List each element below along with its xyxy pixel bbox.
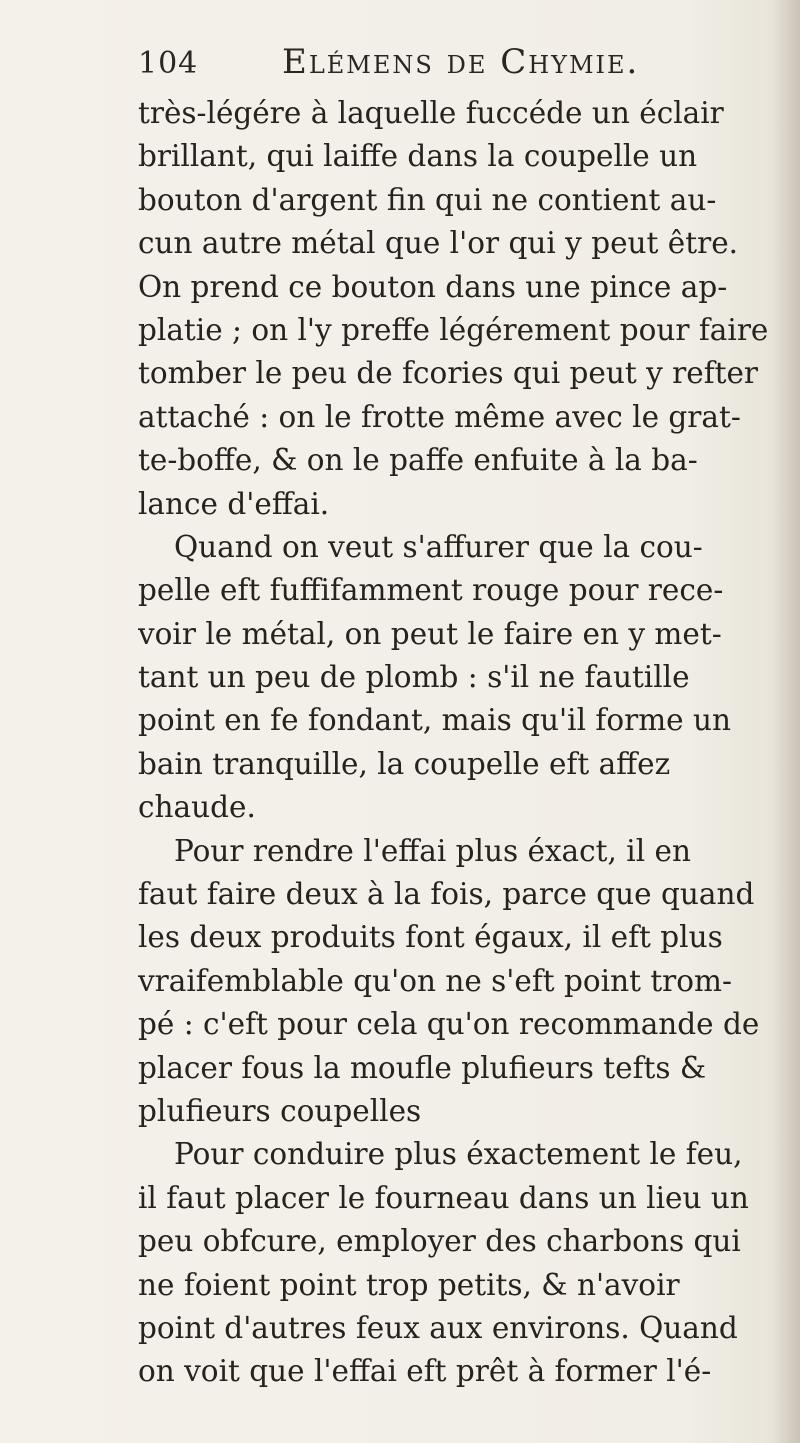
text-line: te-boffe, & on le paffe enfuite à la ba- <box>138 443 698 478</box>
text-line: voir le métal, on peut le faire en y met- <box>138 616 722 651</box>
text-line: attaché : on le frotte même avec le grat- <box>138 399 741 434</box>
text-line: tant un peu de plomb : s'il ne fautille <box>138 660 690 695</box>
text-line: pé : c'eft pour cela qu'on recommande de <box>138 1007 760 1042</box>
body-text <box>138 92 778 1394</box>
text-line: point d'autres feux aux environs. Quand <box>138 1310 738 1345</box>
page-header <box>130 40 770 96</box>
text-line: lance d'effai. <box>138 486 330 521</box>
text-line: tomber le peu de fcories qui peut y refter <box>138 356 759 391</box>
text-line: Pour rendre l'effai plus éxact, il en <box>174 833 691 868</box>
text-line: les deux produits font égaux, il eft plus <box>138 920 723 955</box>
text-line: ne foient point trop petits, & n'avoir <box>138 1267 680 1302</box>
text-line: plufieurs coupelles <box>138 1093 422 1128</box>
text-line: Quand on veut s'affurer que la cou- <box>174 529 703 564</box>
text-line: bain tranquille, la coupelle eft affez <box>138 746 671 781</box>
text-line: brillant, qui laiffe dans la coupelle un <box>138 139 698 174</box>
text-line: Pour conduire plus éxactement le feu, <box>174 1137 743 1172</box>
text-line: On prend ce bouton dans une pince ap- <box>138 269 728 304</box>
text-line: pelle eft fuffifamment rouge pour rece- <box>138 573 724 608</box>
text-line: peu obfcure, employer des charbons qui <box>138 1224 741 1259</box>
text-line: très-légére à laquelle fuccéde un éclair <box>138 96 724 130</box>
text-line: platie ; on l'y preffe légérement pour faire <box>138 312 769 347</box>
text-line: placer fous la moufle plufieurs tefts & <box>138 1050 707 1085</box>
text-line: faut faire deux à la fois, parce que quand <box>138 877 755 912</box>
text-line: chaude. <box>138 790 256 825</box>
text-line: vraifemblable qu'on ne s'eft point trom- <box>138 963 732 998</box>
text-line: bouton d'argent fin qui ne contient au- <box>138 182 717 217</box>
text-line: il faut placer le fourneau dans un lieu un <box>138 1180 749 1215</box>
text-line: point en fe fondant, mais qu'il forme un <box>138 703 731 738</box>
text-line: cun autre métal que l'or qui y peut être. <box>138 226 739 261</box>
running-title: Elémens de Chymie. <box>282 42 640 82</box>
text-line: on voit que l'effai eft prêt à former l'é- <box>138 1354 712 1389</box>
page-number: 104 <box>138 46 199 81</box>
